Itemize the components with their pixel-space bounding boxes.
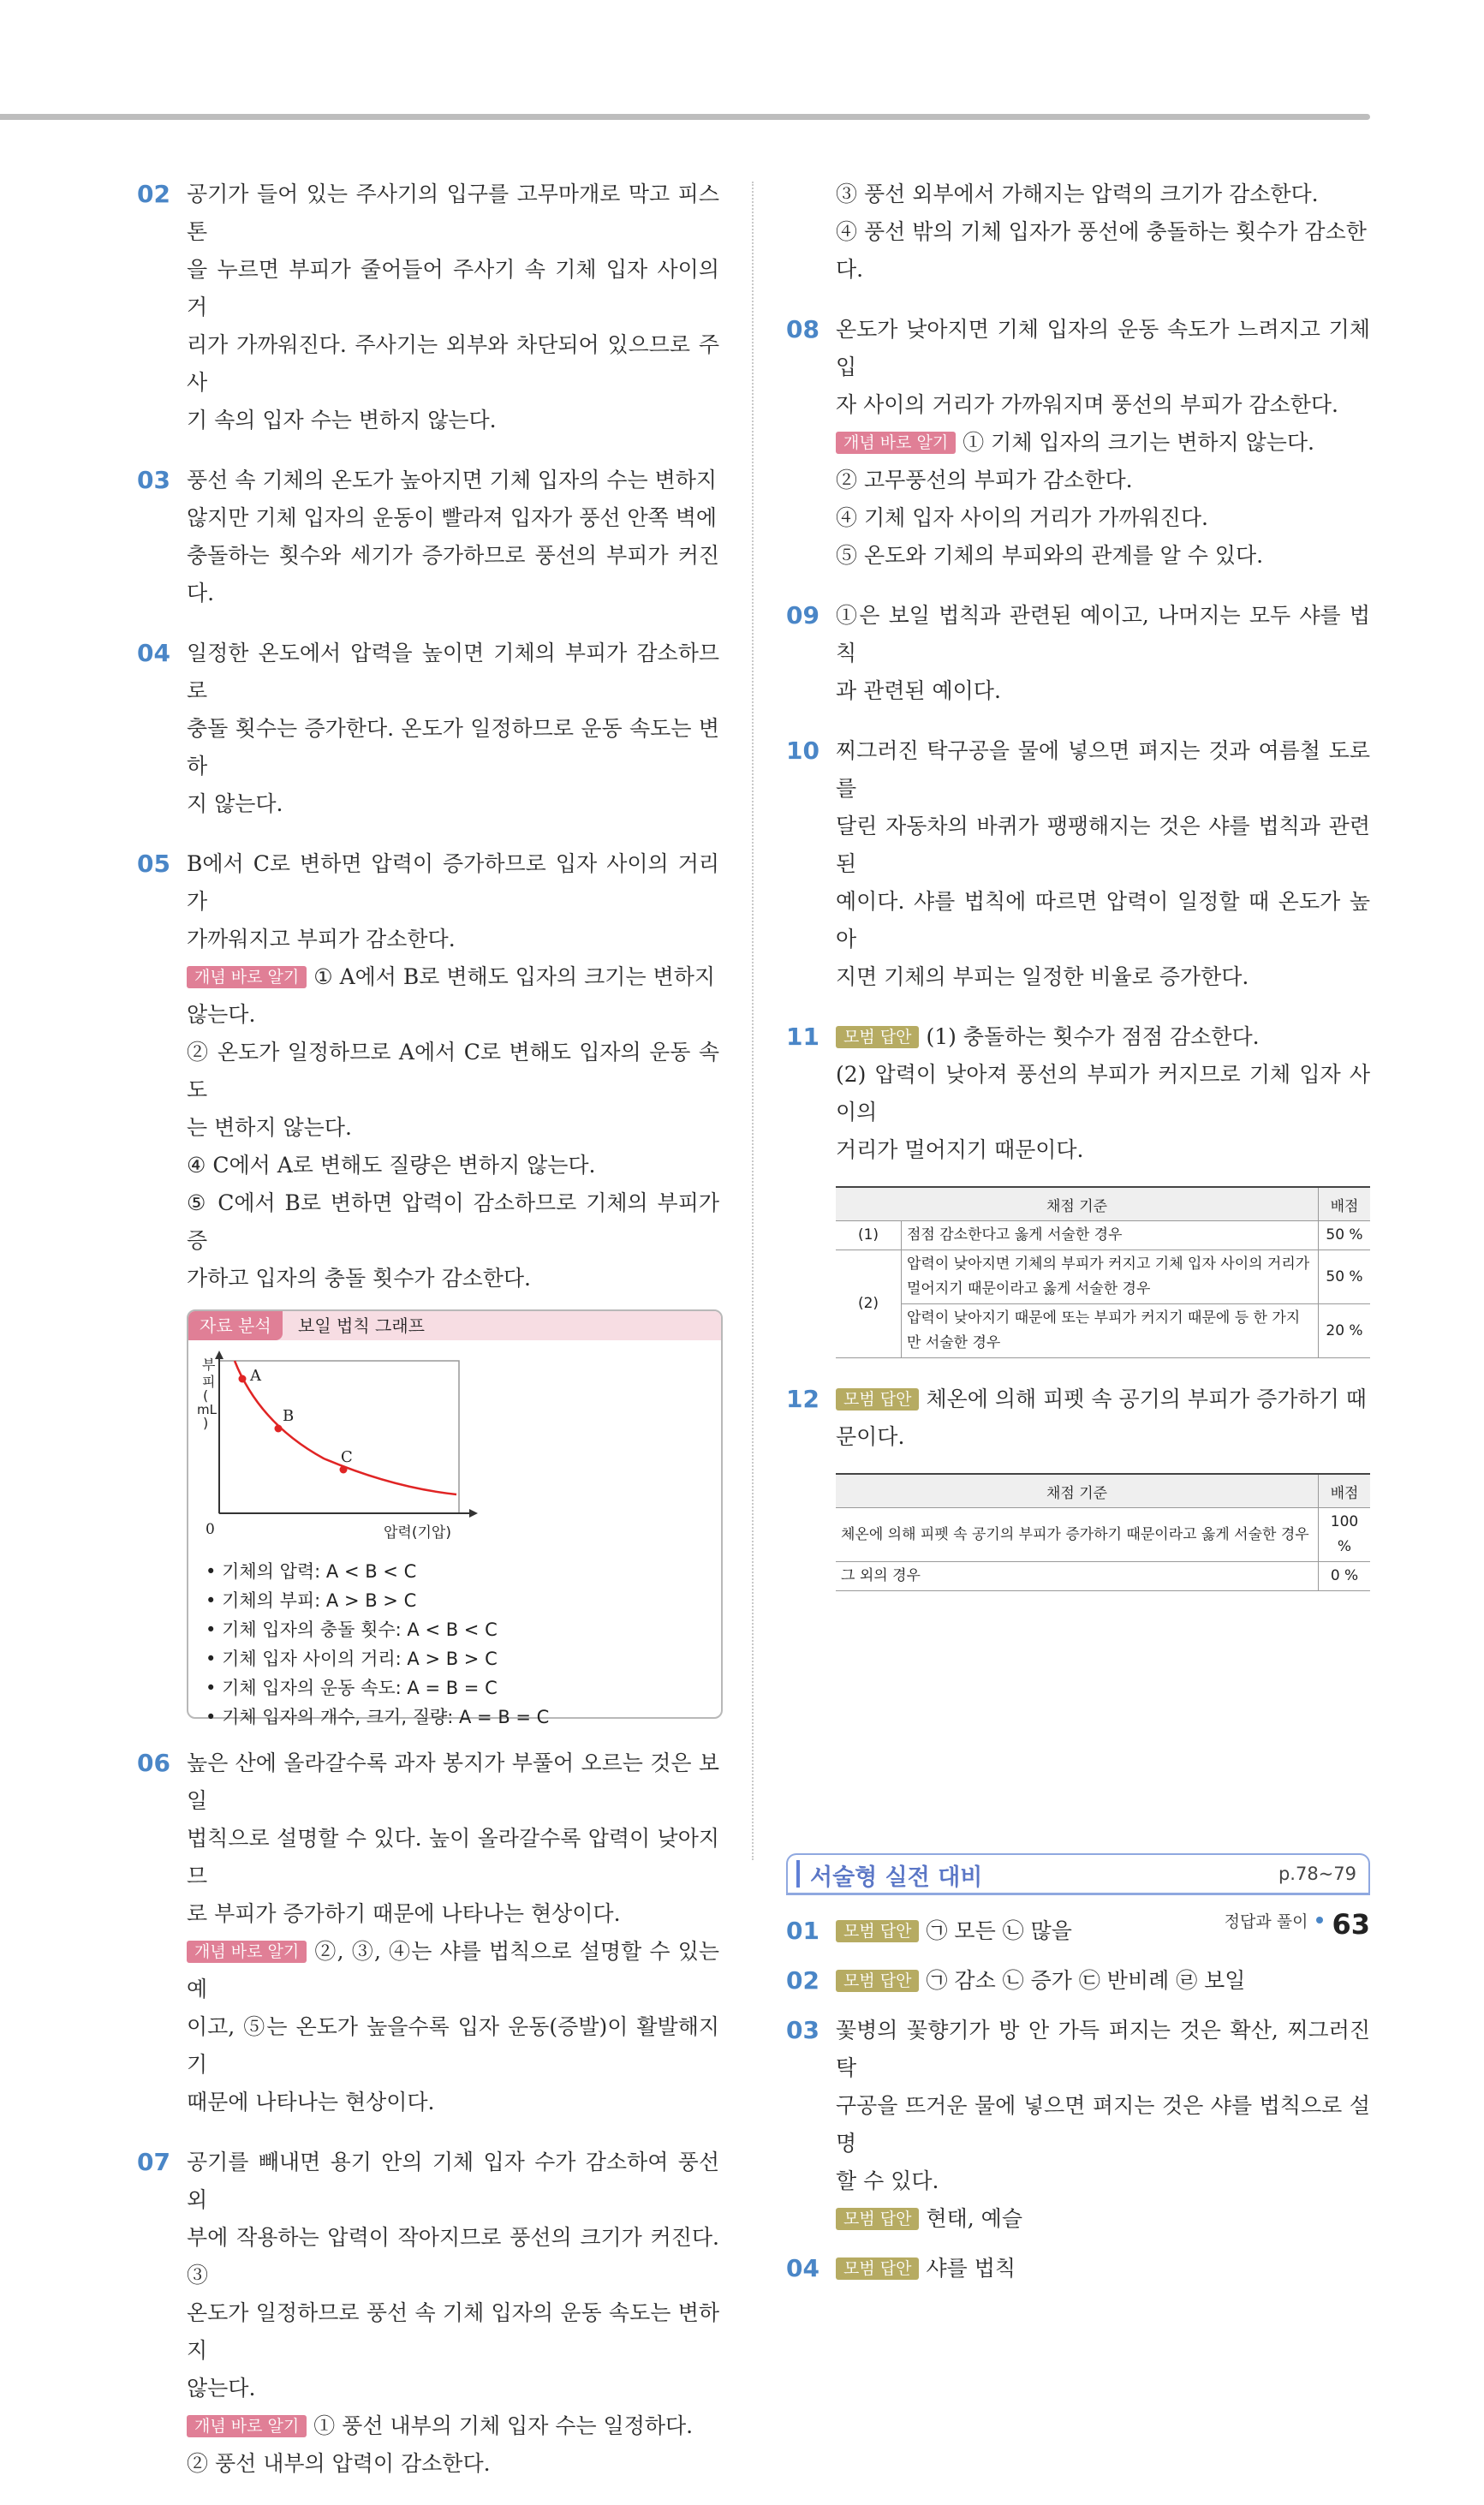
text-line: 부에 작용하는 압력이 작아지므로 풍선의 크기가 커진다. ③ [187, 2225, 719, 2287]
essay-answer-03 [786, 2012, 1370, 2238]
text-line: 할 수 있다. [836, 2168, 939, 2193]
text-line: 않는다. [187, 2376, 256, 2401]
essay-answer-02 [786, 1962, 1370, 2000]
table-row [836, 1250, 1370, 1304]
analysis-header [188, 1311, 721, 1340]
text-line: B에서 C로 변하면 압력이 증가하므로 입자 사이의 거리가 [187, 851, 719, 914]
item-number: 11 [786, 1023, 819, 1051]
analysis-tag: 자료 분석 [188, 1311, 283, 1340]
text-line: 찌그러진 탁구공을 물에 넣으면 펴지는 것과 여름철 도로를 [836, 738, 1370, 801]
y-label-char: mL [197, 1402, 217, 1417]
essay-answer-04 [786, 2250, 1370, 2287]
text-line: ⑤ 온도와 기체의 부피와의 관계를 알 수 있다. [836, 543, 1264, 568]
table-header: 배점 [1319, 1187, 1371, 1221]
fact-item: • 기체 입자의 개수, 크기, 질량: A = B = C [206, 1703, 549, 1732]
text-line: 공기가 들어 있는 주사기의 입구를 고무마개로 막고 피스톤 [187, 182, 719, 244]
point-a [239, 1375, 247, 1383]
footer-dot-icon [1316, 1917, 1323, 1923]
text-line: 지면 기체의 부피는 일정한 비율로 증가한다. [836, 964, 1249, 989]
item-number: 01 [786, 1917, 819, 1945]
point-label-b: B [283, 1407, 295, 1425]
y-axis-arrow [215, 1351, 223, 1359]
item-number: 03 [786, 2016, 819, 2044]
table-cell: 그 외의 경우 [836, 1562, 1319, 1591]
text-line: ① 기체 입자의 크기는 변하지 않는다. [963, 430, 1315, 455]
answer-10 [786, 732, 1370, 996]
table-cell: 0 % [1319, 1562, 1371, 1591]
item-number: 08 [786, 315, 819, 343]
text-line: 현태, 예슬 [926, 2206, 1022, 2231]
text-line: 지 않는다. [187, 791, 283, 816]
text-line: ㉠ 모든 ㉡ 많을 [926, 1918, 1072, 1943]
text-line: 온도가 일정하므로 풍선 속 기체 입자의 운동 속도는 변하지 [187, 2300, 719, 2363]
footer-label: 정답과 풀이 [1224, 1912, 1308, 1931]
text-line: 않지만 기체 입자의 운동이 빨라져 입자가 풍선 안쪽 벽에 [187, 505, 718, 530]
point-label-c: C [341, 1448, 353, 1466]
item-number: 02 [786, 1966, 819, 1995]
fact-item: • 기체의 부피: A > B > C [206, 1586, 549, 1615]
text-line: ②, ③, ④는 샤를 법칙으로 설명할 수 있는 예 [187, 1939, 719, 2001]
text-line: 가까워지고 부피가 감소한다. [187, 927, 456, 951]
table-cell: 압력이 낮아지기 때문에 또는 부피가 커지기 때문에 등 한 가지만 서술한 경우 [902, 1304, 1319, 1358]
point-c [340, 1466, 348, 1474]
origin-label: 0 [206, 1521, 215, 1538]
fact-item: • 기체 입자 사이의 거리: A > B > C [206, 1644, 549, 1673]
text-line: 거리가 멀어지기 때문이다. [836, 1137, 1084, 1162]
table-cell: 압력이 낮아지면 기체의 부피가 커지고 기체 입자 사이의 거리가 멀어지기 때문이라고 옳게 서술한 경우 [902, 1250, 1319, 1304]
table-row [836, 1562, 1370, 1591]
analysis-title: 보일 법칙 그래프 [298, 1315, 425, 1336]
model-answer-badge: 모범 답안 [836, 2257, 919, 2280]
item-number: 07 [137, 2148, 170, 2176]
text-line: 풍선 속 기체의 온도가 높아지면 기체 입자의 수는 변하지 [187, 468, 718, 492]
text-line: 다. [836, 257, 864, 282]
item-number: 12 [786, 1385, 819, 1413]
text-line: 달린 자동차의 바퀴가 팽팽해지는 것은 샤를 법칙과 관련된 [836, 814, 1370, 876]
scoring-table-11 [836, 1186, 1370, 1358]
item-number: 10 [786, 737, 819, 765]
text-line: 과 관련된 예이다. [836, 678, 1001, 703]
table-row [836, 1221, 1370, 1250]
answer-02 [137, 176, 719, 439]
text-line: 기 속의 입자 수는 변하지 않는다. [187, 408, 497, 432]
text-line: 자 사이의 거리가 가까워지며 풍선의 부피가 감소한다. [836, 392, 1338, 417]
text-line: 꽃병의 꽃향기가 방 안 가득 퍼지는 것은 확산, 찌그러진 탁 [836, 2018, 1370, 2080]
boyle-law-graph [195, 1351, 504, 1556]
text-line: ① A에서 B로 변해도 입자의 크기는 변하지 [313, 964, 715, 989]
table-cell: 점점 감소한다고 옳게 서술한 경우 [902, 1221, 1319, 1250]
text-line: 로 부피가 증가하기 때문에 나타나는 현상이다. [187, 1901, 621, 1926]
table-cell: 체온에 의해 피펫 속 공기의 부피가 증가하기 때문이라고 옳게 서술한 경우 [836, 1508, 1319, 1562]
answer-07 [137, 2144, 719, 2483]
text-line: 때문에 나타나는 현상이다. [187, 2090, 435, 2114]
item-number: 03 [137, 466, 170, 494]
top-rule [0, 114, 1370, 120]
section-pages: p.78~79 [1278, 1864, 1356, 1884]
table-header: 배점 [1319, 1474, 1371, 1508]
item-number: 04 [786, 2254, 819, 2282]
text-line: 않는다. [187, 1002, 256, 1027]
answer-05 [137, 845, 719, 1297]
text-line: ② 고무풍선의 부피가 감소한다. [836, 468, 1133, 492]
text-line: 이고, ⑤는 온도가 높을수록 입자 운동(증발)이 활발해지기 [187, 2014, 719, 2077]
text-line: 샤를 법칙 [926, 2256, 1016, 2281]
concept-badge: 개념 바로 알기 [187, 966, 307, 988]
text-line: 온도가 낮아지면 기체 입자의 운동 속도가 느려지고 기체 입 [836, 317, 1370, 379]
x-axis-label: 압력(기압) [384, 1524, 451, 1542]
model-answer-badge: 모범 답안 [836, 2208, 919, 2230]
text-line: ④ 풍선 밖의 기체 입자가 풍선에 충돌하는 횟수가 감소한 [836, 219, 1367, 244]
answer-08 [786, 311, 1370, 575]
text-line: 문이다. [836, 1424, 905, 1449]
model-answer-badge: 모범 답안 [836, 1920, 919, 1942]
text-line: 공기를 빼내면 용기 안의 기체 입자 수가 감소하여 풍선 외 [187, 2150, 719, 2212]
y-label-char: 부 [202, 1357, 216, 1373]
table-cell: 50 % [1319, 1221, 1371, 1250]
pressure-volume-curve [235, 1361, 456, 1494]
text-line: ㉠ 감소 ㉡ 증가 ㉢ 반비례 ㉣ 보일 [926, 1968, 1246, 1993]
left-column [137, 176, 719, 2505]
text-line: 리가 가까워진다. 주사기는 외부와 차단되어 있으므로 주사 [187, 332, 719, 395]
table-cell: 20 % [1319, 1304, 1371, 1358]
text-line: ④ C에서 A로 변해도 질량은 변하지 않는다. [187, 1153, 596, 1178]
table-cell: (1) [836, 1221, 902, 1250]
text-line: ③ 풍선 외부에서 가해지는 압력의 크기가 감소한다. [836, 182, 1319, 206]
answer-06 [137, 1745, 719, 2121]
fact-item: • 기체의 압력: A < B < C [206, 1557, 549, 1586]
model-answer-badge: 모범 답안 [836, 1026, 919, 1048]
item-number: 06 [137, 1749, 170, 1777]
text-line: 충돌하는 횟수와 세기가 증가하므로 풍선의 부피가 커진다. [187, 543, 719, 605]
answer-03 [137, 462, 719, 612]
model-answer-badge: 모범 답안 [836, 1970, 919, 1992]
y-label-char: ) [203, 1415, 209, 1431]
answer-11 [786, 1018, 1370, 1169]
answer-04 [137, 635, 719, 823]
text-line: ① 풍선 내부의 기체 입자 수는 일정하다. [313, 2413, 694, 2438]
item-number: 02 [137, 180, 170, 208]
model-answer-badge: 모범 답안 [836, 1388, 919, 1411]
text-line: (2) 압력이 낮아져 풍선의 부피가 커지므로 기체 입자 사이의 [836, 1062, 1370, 1124]
spacer [786, 1613, 1370, 1853]
text-line: ⑤ C에서 B로 변하면 압력이 감소하므로 기체의 부피가 증 [187, 1190, 719, 1253]
text-line: 충돌 횟수는 증가한다. 온도가 일정하므로 운동 속도는 변하 [187, 716, 719, 778]
text-line: 예이다. 샤를 법칙에 따르면 압력이 일정할 때 온도가 높아 [836, 889, 1370, 951]
text-line: 법칙으로 설명할 수 있다. 높이 올라갈수록 압력이 낮아지므 [187, 1826, 719, 1888]
point-label-a: A [250, 1367, 261, 1385]
analysis-facts [206, 1557, 549, 1732]
text-line: 체온에 의해 피펫 속 공기의 부피가 증가하기 때 [926, 1387, 1367, 1411]
table-row [836, 1304, 1370, 1358]
y-label-char: ( [203, 1387, 209, 1404]
scoring-table-12 [836, 1473, 1370, 1591]
text-line: (1) 충돌하는 횟수가 점점 감소한다. [926, 1024, 1260, 1049]
page-number: 63 [1332, 1908, 1370, 1941]
table-cell: 50 % [1319, 1250, 1371, 1304]
text-line: 을 누르면 부피가 줄어들어 주사기 속 기체 입자 사이의 거 [187, 257, 719, 319]
table-cell: (2) [836, 1250, 902, 1358]
answer-09 [786, 597, 1370, 710]
text-line: 는 변하지 않는다. [187, 1115, 352, 1140]
text-line: 일정한 온도에서 압력을 높이면 기체의 부피가 감소하므로 [187, 641, 719, 703]
fact-item: • 기체 입자의 충돌 횟수: A < B < C [206, 1615, 549, 1644]
page-footer [1225, 1908, 1370, 1941]
column-divider [752, 182, 754, 1860]
y-label-char: 피 [202, 1374, 216, 1390]
text-line: 높은 산에 올라갈수록 과자 봉지가 부풀어 오르는 것은 보일 [187, 1751, 719, 1813]
text-line: ①은 보일 법칙과 관련된 예이고, 나머지는 모두 샤를 법칙 [836, 603, 1370, 665]
right-column [786, 176, 1370, 2310]
text-line: 구공을 뜨거운 물에 넣으면 펴지는 것은 샤를 법칙으로 설명 [836, 2093, 1370, 2156]
item-number: 04 [137, 639, 170, 667]
concept-badge: 개념 바로 알기 [836, 432, 956, 454]
table-header: 채점 기준 [836, 1474, 1319, 1508]
text-line: ④ 기체 입자 사이의 거리가 가까워진다. [836, 505, 1208, 530]
item-number: 09 [786, 601, 819, 629]
table-cell: 100 % [1319, 1508, 1371, 1562]
answer-12 [786, 1381, 1370, 1456]
point-b [275, 1425, 283, 1433]
concept-badge: 개념 바로 알기 [187, 2415, 307, 2437]
concept-badge: 개념 바로 알기 [187, 1941, 307, 1963]
item-number: 05 [137, 850, 170, 878]
x-axis-arrow [469, 1509, 478, 1518]
fact-item: • 기체 입자의 운동 속도: A = B = C [206, 1673, 549, 1703]
data-analysis-box [187, 1309, 723, 1727]
text-line: 가하고 입자의 충돌 횟수가 감소한다. [187, 1266, 531, 1291]
section-header [786, 1853, 1370, 1895]
text-line: ② 풍선 내부의 압력이 감소한다. [187, 2451, 491, 2476]
answer-07-continued [786, 176, 1370, 289]
section-title: 서술형 실전 대비 [810, 1864, 983, 1891]
table-header: 채점 기준 [836, 1187, 1319, 1221]
text-line: ② 온도가 일정하므로 A에서 C로 변해도 입자의 운동 속도 [187, 1040, 719, 1102]
table-row [836, 1508, 1370, 1562]
